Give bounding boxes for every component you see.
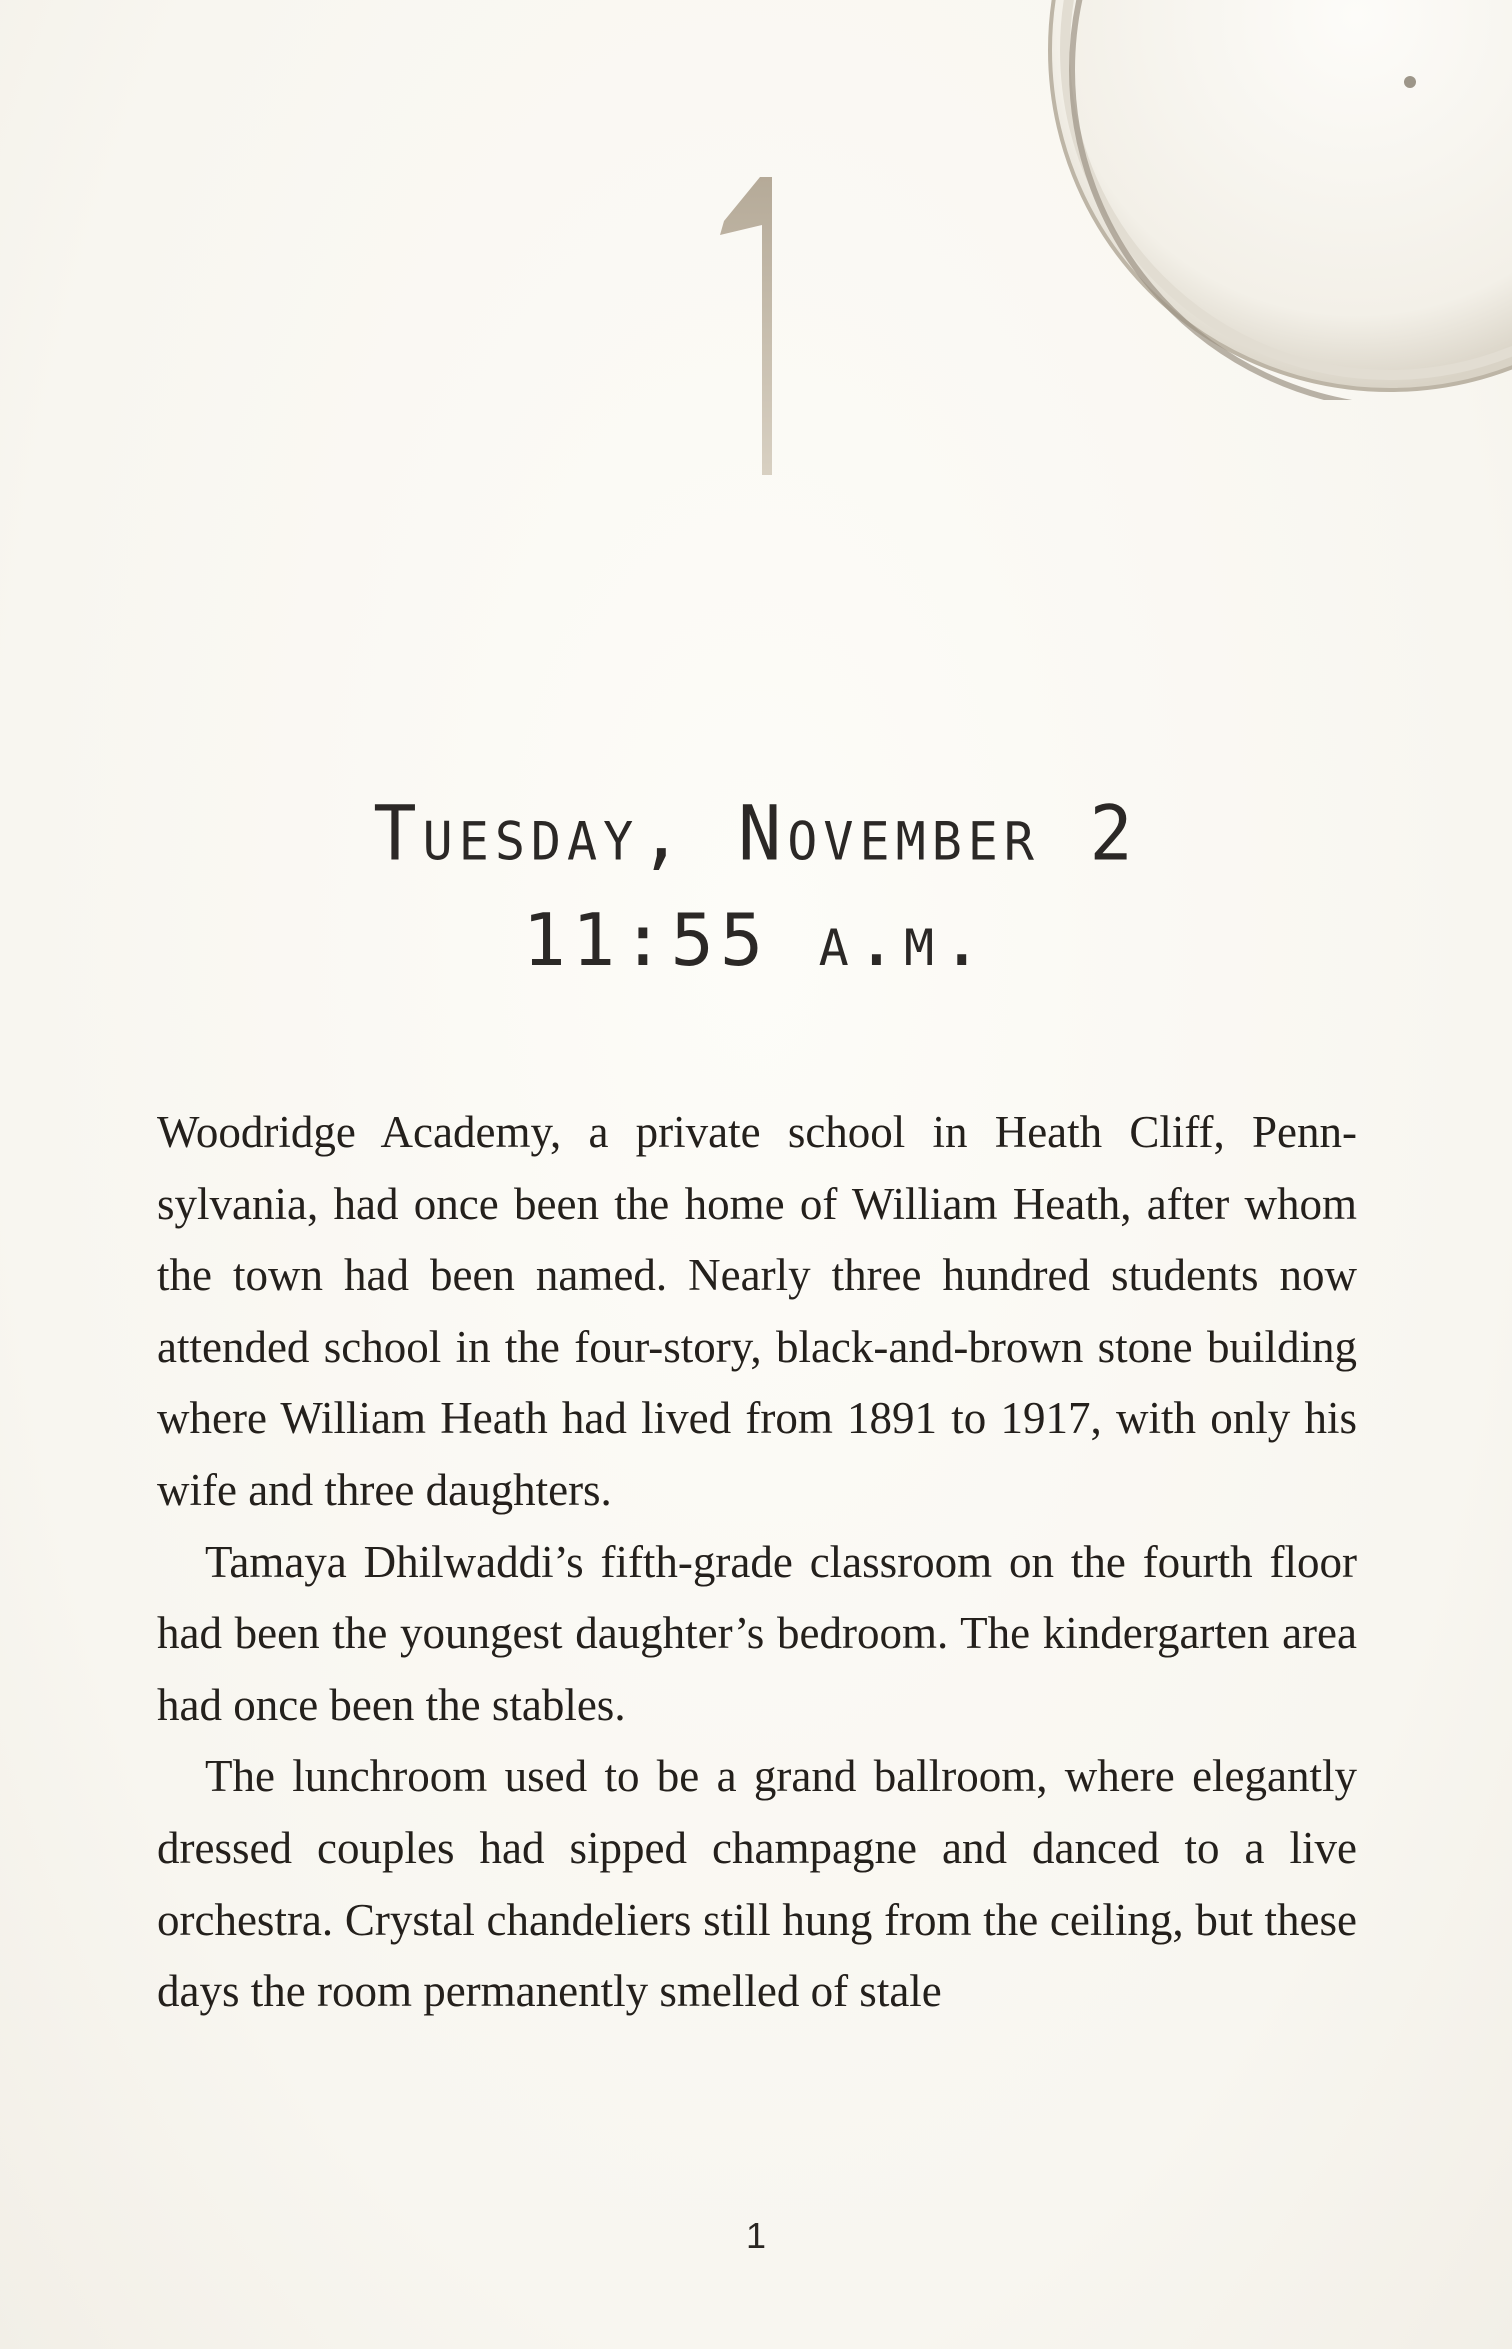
paragraph: Woodridge Academy, a private school in Heath Cliff, Pennsylvania, had once been the home of William Heath, after whom the town had been named. Nearly three hundred students now attended school in the four-story, black-and-brown stone building where William Heath had lived from 1891 to 1917, with only his wife and three daughters. [157,1107,1357,1515]
chapter-number [700,165,820,485]
chapter-time-heading: 11:55 a.m. [522,898,990,982]
clock-face-decoration [1040,0,1512,400]
chapter-body-text [157,1097,1357,2028]
chapter-date-heading: Tuesday, November 2 [373,788,1139,878]
page-number: 1 [745,2215,767,2256]
svg-text:1: 1 [760,479,763,484]
paragraph: The lunchroom used to be a grand ballroom, where elegantly dressed couples had sipped champagne and danced to a live orchestra. Crystal chandeliers still hung from the ceiling, but these days the room permanently smelled of stale [157,1751,1357,2017]
paragraph: Tamaya Dhilwaddi’s fifth-grade classroom on the fourth floor had been the youngest daughter’s bedroom. The kindergarten area had once been the stables. [157,1536,1357,1730]
